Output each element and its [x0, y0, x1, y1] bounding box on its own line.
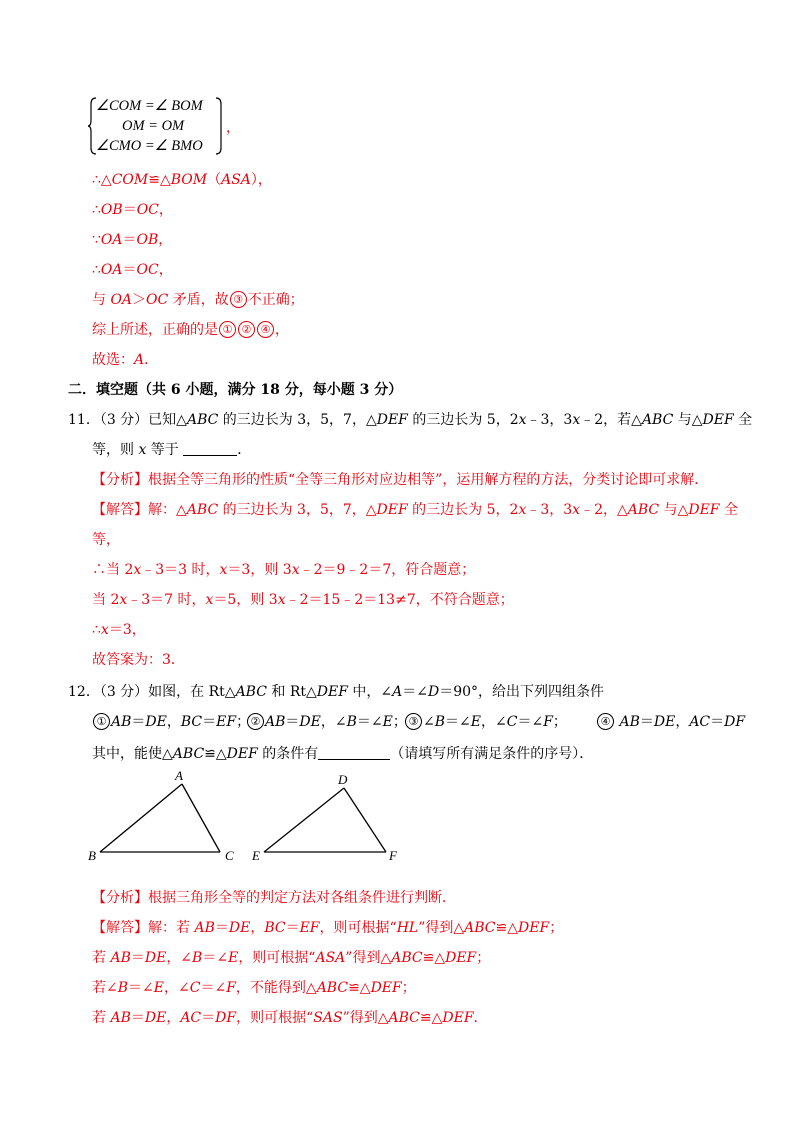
q11-solution-line-3: ∴当 2x﹣3＝3 时，x＝3，则 3x﹣2＝9﹣2＝7，符合题意；	[92, 562, 476, 578]
q12-condition-2: ② AB＝DE，∠B＝∠E；	[246, 712, 407, 732]
q12-solution-line-3: 若∠B＝∠E，∠C＝∠F，不能得到△ABC≌△DEF；	[92, 980, 416, 996]
triangle-def	[264, 788, 386, 852]
q12-condition-3: ③ ∠B＝∠E，∠C＝∠F；	[404, 712, 567, 732]
section-heading: 二．填空题（共 6 小题，满分 18 分，每小题 3 分）	[68, 382, 403, 398]
q12-condition-4: ④ AB＝DE，AC＝DF	[596, 712, 745, 732]
proof-line-4: ∴OA＝OC，	[92, 262, 173, 278]
system-trailing-comma: ，	[226, 120, 240, 136]
q11-analysis: 【分析】根据全等三角形的性质“全等三角形对应边相等”，运用解方程的方法，分类讨论即可求解．	[92, 472, 709, 488]
vertex-label-a: A	[175, 768, 183, 783]
proof-line-5: 与 OA＞OC 矛盾，故 ③ 不正确；	[92, 292, 304, 308]
system-row-3: ∠CMO =∠ BMO	[96, 138, 203, 154]
vertex-label-f: F	[389, 848, 397, 863]
proof-line-3: ∵OA＝OB，	[92, 232, 173, 248]
q12-stem-line-1: 12．（3 分）如图，在 Rt△ABC 和 Rt△DEF 中，∠A＝∠D＝90°，给出下列四组条件	[68, 684, 605, 700]
q12-answer-blank	[318, 745, 390, 760]
proof-line-2: ∴OB＝OC，	[92, 202, 173, 218]
proof-line-6: 综上所述，正确的是 ① ② ④ ，	[92, 322, 289, 338]
q11-stem-line-1: 11．（3 分）已知△ABC 的三边长为 3，5，7，△DEF 的三边长为 5，2x﹣3，3x﹣2，若△ABC 与△DEF 全	[68, 412, 753, 428]
q11-answer-blank	[183, 441, 237, 456]
q12-solution-line-1: 【解答】解：若 AB＝DE，BC＝EF，则可根据“HL”得到△ABC≌△DEF；	[92, 920, 564, 936]
vertex-label-b: B	[88, 848, 96, 863]
circled-number-1: ①	[219, 321, 236, 338]
circled-number-2: ②	[238, 321, 255, 338]
proof-line-1: ∴△COM≌△BOM（ASA），	[92, 172, 272, 188]
system-row-2: OM = OM	[122, 118, 185, 134]
triangles-figure	[80, 766, 410, 866]
q11-stem-line-2: 等，则 x 等于 ．	[92, 442, 252, 458]
q11-solution-line-1: 【解答】解：△ABC 的三边长为 3，5，7，△DEF 的三边长为 5，2x﹣3，3x﹣2，△ABC 与△DEF 全	[92, 502, 738, 518]
vertex-label-e: E	[252, 848, 260, 863]
q11-solution-line-6: 故答案为：3．	[92, 652, 185, 668]
q12-analysis: 【分析】根据三角形全等的判定方法对各组条件进行判断．	[92, 890, 456, 906]
q12-solution-line-4: 若 AB＝DE，AC＝DF，则可根据“SAS”得到△ABC≌△DEF．	[92, 1010, 488, 1026]
q12-stem-line-3: 其中，能使△ABC≌△DEF 的条件有 （请填写所有满足条件的序号）．	[92, 746, 594, 762]
q11-solution-line-4: 当 2x﹣3＝7 时，x＝5，则 3x﹣2＝15﹣2＝13≠7，不符合题意；	[92, 592, 514, 608]
circled-number-4: ④	[257, 321, 274, 338]
q11-solution-line-2: 等，	[92, 532, 120, 548]
q11-solution-line-5: ∴x＝3，	[92, 622, 146, 638]
equation-system	[88, 96, 224, 156]
vertex-label-d: D	[338, 772, 348, 787]
circled-number-3: ③	[230, 291, 247, 308]
proof-line-7: 故选：A．	[92, 352, 159, 368]
q12-solution-line-2: 若 AB＝DE，∠B＝∠E，则可根据“ASA”得到△ABC≌△DEF；	[92, 950, 491, 966]
system-row-1: ∠COM =∠ BOM	[96, 98, 203, 114]
q12-condition-1: ① AB＝DE，BC＝EF；	[92, 712, 250, 732]
triangle-abc	[100, 784, 220, 852]
vertex-label-c: C	[225, 848, 234, 863]
